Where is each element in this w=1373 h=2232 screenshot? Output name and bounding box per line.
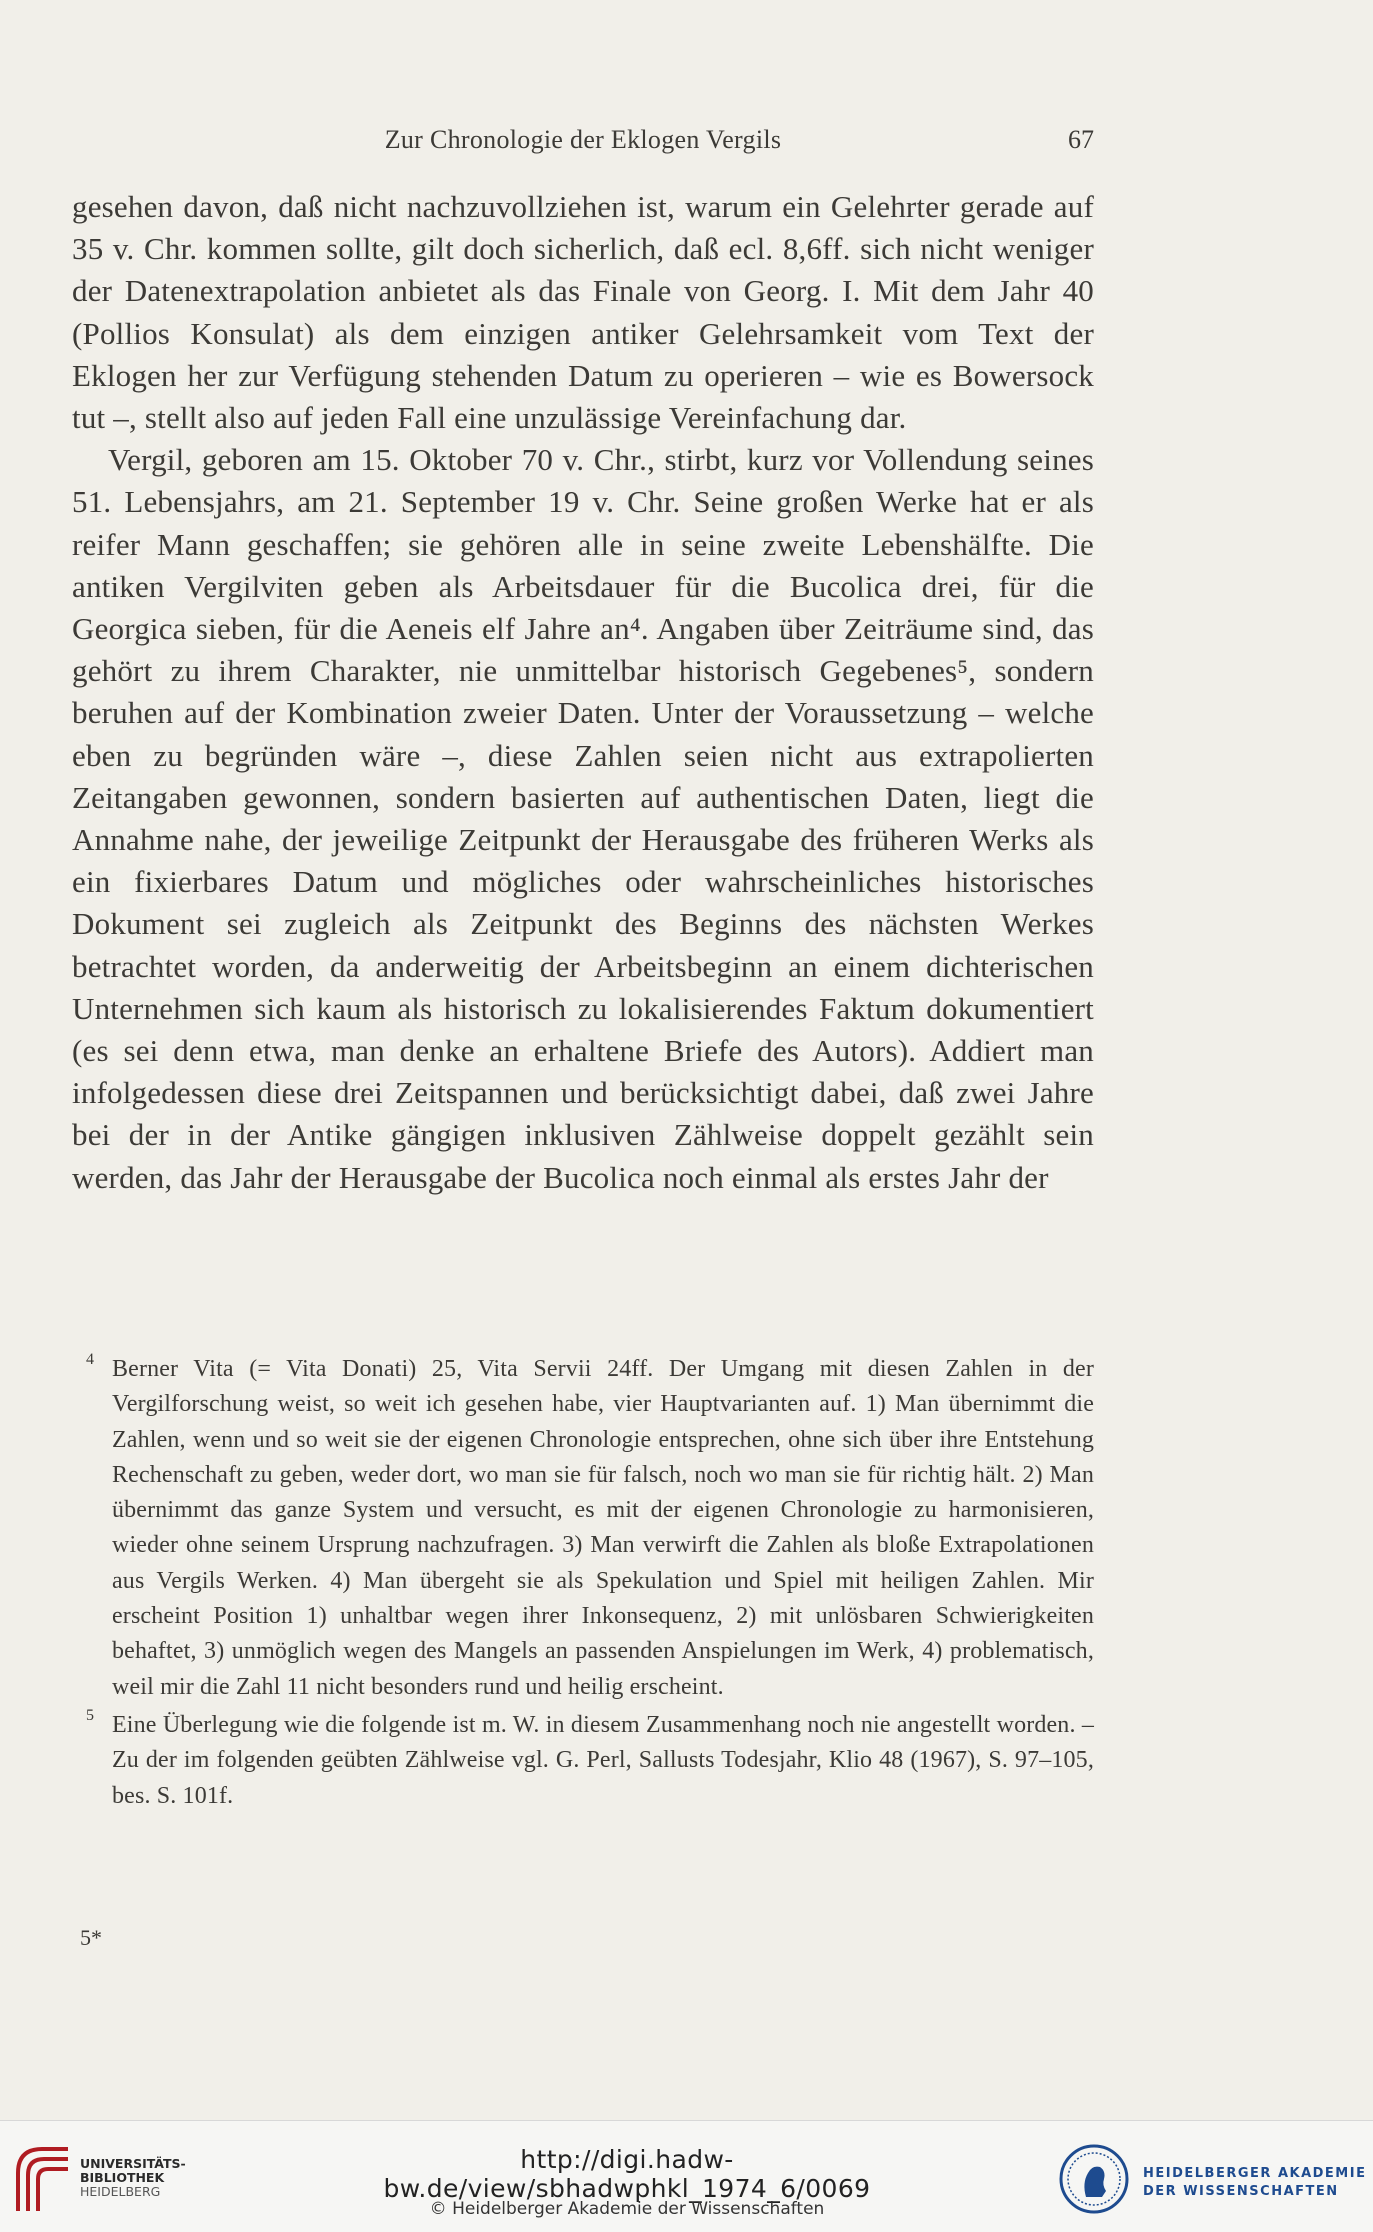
hadw-seal-icon[interactable] (1058, 2143, 1130, 2215)
page-number: 67 (1068, 125, 1094, 154)
paragraph: gesehen davon, daß nicht nachzuvollziehen ist, warum ein Gelehrter gerade auf 35 v. Chr. kommen sollte, gilt doch sicherlich, daß ecl. 8,6ff. sich nicht weniger der Datenextrapolation anbietet als das Finale von Georg. I. Mit dem Jahr 40 (Pollios Konsulat) als dem einzigen antiker Gelehrsamkeit vom Text der Eklogen her zur Verfügung stehenden Datum zu operieren – wie es Bowersock tut –, stellt also auf jeden Fall eine unzulässige Vereinfachung dar. (72, 189, 1094, 436)
paragraph: Vergil, geboren am 15. Oktober 70 v. Chr., stirbt, kurz vor Vollendung seines 51. Lebensjahrs, am 21. September 19 v. Chr. Seine großen Werke hat er als reifer Mann geschaffen; sie gehören alle in seine zweite Lebenshälfte. Die antiken Vergilviten geben als Arbeitsdauer für die Bucolica drei, für die Georgica sieben, für die Aeneis elf Jahre an⁴. Angaben über Zeiträume sind, das gehört zu ihrem Charakter, nie unmittelbar historisch Gegebenes⁵, sondern beruhen auf der Kombination zweier Daten. Unter der Voraussetzung – welche eben zu begründen wäre –, diese Zahlen seien nicht aus extrapolierten Zeitangaben gewonnen, sondern basierten auf authentischen Daten, liegt die Annahme nahe, der jeweilige Zeitpunkt der Herausgabe des früheren Werks als ein fixierbares Datum und mögliches oder wahrscheinliches historisches Dokument sei zugleich als Zeitpunkt des Beginns des nächsten Werkes betrachtet worden, da anderweitig der Arbeitsbeginn an einem dichterischen Unternehmen sich kaum als historisch zu lokalisierendes Faktum dokumentiert (es sei denn etwa, man denke an erhaltene Briefe des Autors). Addiert man infolgedessen diese drei Zeitspannen und berücksichtigt dabei, daß zwei Jahre bei der in der Antike gängigen inklusiven Zählweise doppelt gezählt sein werden, das Jahr der Herausgabe der Bucolica noch einmal als erstes Jahr der (72, 442, 1094, 1195)
library-name (80, 2157, 186, 2199)
library-name-line: UNIVERSITÄTS- (80, 2156, 186, 2171)
viewer-footer (0, 2120, 1373, 2232)
footnote-mark: 5 (86, 1706, 94, 1724)
running-title: Zur Chronologie der Eklogen Vergils (384, 125, 782, 154)
footnotes (72, 1352, 1094, 1817)
copyright-notice: © Heidelberger Akademie der Wissenschaften (429, 2199, 825, 2219)
permalink-url[interactable]: http://digi.hadw-bw.de/view/sbhadwphkl_1974_6/0069 (383, 2145, 871, 2203)
body-text (72, 186, 1094, 1199)
ub-heidelberg-logo-icon[interactable] (12, 2143, 72, 2215)
academy-name (1143, 2165, 1366, 2201)
library-name-line: HEIDELBERG (80, 2184, 161, 2199)
academy-name-line: HEIDELBERGER AKADEMIE (1143, 2166, 1367, 2181)
footnote (72, 1708, 1094, 1814)
academy-name-line: DER WISSENSCHAFTEN (1143, 2184, 1339, 2199)
library-name-line: BIBLIOTHEK (80, 2170, 165, 2185)
footnote (72, 1352, 1094, 1705)
signature-mark: 5* (80, 1925, 102, 1950)
footnote-mark: 4 (86, 1351, 94, 1368)
running-head (72, 120, 1094, 160)
footnote-text: Berner Vita (= Vita Donati) 25, Vita Servii 24ff. Der Umgang mit diesen Zahlen in der Vergilforschung weist, so weit ich gesehen habe, vier Hauptvarianten auf. 1) Man übernimmt die Zahlen, wenn und so weit sie der eigenen Chronologie entsprechen, ohne sich über ihre Entstehung Rechenschaft zu geben, weder dort, wo man sie für falsch, noch wo man sie für richtig hält. 2) Man übernimmt das ganze System und versucht, es mit der eigenen Chronologie zu harmonisieren, wieder ohne seinem Ursprung nachzufragen. 3) Man verwirft die Zahlen als bloße Extrapolationen aus Vergils Werken. 4) Man übergeht sie als Spekulation und Spiel mit heiligen Zahlen. Mir erscheint Position 1) unhaltbar wegen ihrer Inkonsequenz, 2) mit unlösbaren Schwierigkeiten behaftet, 3) unmöglich wegen des Mangels an passenden Anspielungen im Werk, 4) problematisch, weil mir die Zahl 11 nicht besonders rund und heilig erscheint. (112, 1356, 1094, 1700)
footnote-text: Eine Überlegung wie die folgende ist m. W. in diesem Zusammenhang noch nie angestellt worden. – Zu der im folgenden geübten Zählweise vgl. G. Perl, Sallusts Todesjahr, Klio 48 (1967), S. 97–105, bes. S. 101f. (112, 1711, 1094, 1809)
